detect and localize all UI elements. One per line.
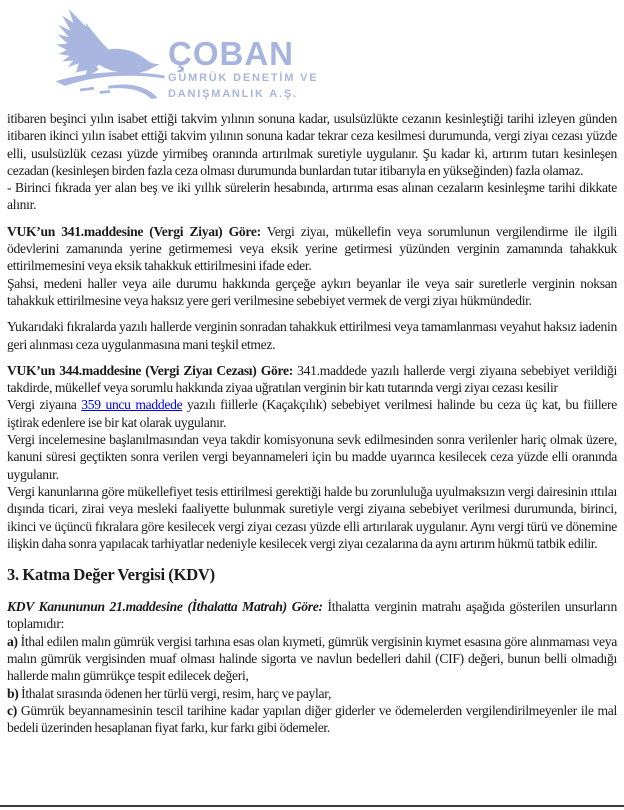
item-b-marker: b): [7, 685, 19, 701]
item-c-text: Gümrük beyannamesinin tescil tarihine kadar yapılan diğer giderler ve ödemelerden vergilendirilmeyenler ile mal bedeli üzerinden hesaplanan fiyat farkı, kur farkı gibi ödemeler.: [7, 702, 617, 736]
company-logo: [0, 0, 624, 104]
paragraph-usulsuzluk-text: itibaren beşinci yılın isabet ettiği takvim yılının sonuna kadar, usulsüzlükte cezanın kesinleştiği tarihi izleyen günden itibaren ikinci yılın isabet ettiği takvim yılının sonuna kadar tekrar ceza kesilmesi durumunda, vergi ziyaı cezası yüzde elli, usulsüzlük cezası yüzde yirmibeş oranında artırılmak suretiyle uygulanır. Şu kadar ki, artırım tutarı kesinleşen cezadan (kesinleşen birden fazla ceza olması durumunda bunlardan tutar itibarıyla en yükseğinden) fazla olamaz.: [7, 111, 617, 178]
kdv-21-item-b: [7, 685, 617, 702]
vuk-344-text: 341.maddede yazılı hallerde vergi ziyaına sebebiyet verildiği takdirde, mükellef veya sorumlu hakkında ziyaa uğratılan verginin bir katı tutarında vergi ziyaı cezası kesilir: [7, 362, 617, 396]
paragraph-birinci-fikra-note: - Birinci fıkrada yer alan beş ve iki yıllık sürelerin hesabında, artırıma esas alınan cezaların kesinleşme tarihi dikkate alınır.: [7, 180, 617, 213]
paragraph-vuk-344: [7, 362, 617, 552]
item-a-text: İthal edilen malın gümrük vergisi tarhına esas olan kıymeti, gümrük vergisinin kıymet esasına göre alınmaması veya malın gümrük vergisinden muaf olması halinde sigorta ve navlun bedelleri dahil (CIF) değeri, bunun belli olmadığı hallerde malın gümrükçe tespit edilecek değeri,: [7, 633, 617, 684]
eagle-icon: [52, 6, 168, 100]
kdv-21-intro: [7, 598, 617, 633]
vuk-344-mukellefiyet: Vergi kanunlarına göre mükellefiyet tesis ettirilmesi gerektiği halde bu zorunluluğa uyulmaksızın vergi dairesinin ıttılaı dışında ticari, zirai veya mesleki faaliyette bulunmak suretiyle vergi ziyaına sebebiyet verilmesi durumunda, birinci, ikinci ve üçüncü fıkralara göre kesilecek vergi ziyaı cezası yüzde elli artırılarak uygulanır. Aynı vergi türü ve dönemine ilişkin daha sonra yapılacak tarhiyatlar nedeniyle kesilecek vergi ziyaı cezalarına da aynı artırım hükmü tatbik edilir.: [7, 483, 617, 551]
paragraph-yukaridaki: Yukarıdaki fıkralarda yazılı hallerde verginin sonradan tahakkuk ettirilmesi veya tamamlanması veyahut haksız iadenin geri alınması ceza uygulanmasına mani teşkil etmez.: [7, 319, 617, 352]
paragraph-vuk-341: [7, 223, 617, 309]
logo-subtitle-line2: DANIŞMANLIK A.Ş.: [168, 87, 298, 100]
paragraph-kdv-21: [7, 598, 617, 736]
vuk-344-incelemesi: Vergi incelemesine başlanılmasından veya takdir komisyonuna sevk edilmesinden sonra verilenler hariç olmak üzere, kanuni süresi geçtikten sonra verilen vergi beyannameleri için bu madde uyarınca kesilecek ceza yüzde elli oranında uygulanır.: [7, 432, 617, 482]
vuk-344-kacakcilik: [7, 396, 617, 431]
vuk-344-line2-pre: Vergi ziyaına: [7, 397, 82, 413]
vuk-341-text2: Şahsi, medeni haller veya aile durumu hakkında gerçeğe aykırı beyanlar ile veya sair suretlerle verginin noksan tahakkuk ettirilmesine veya haksız yere geri verilmesine sebebiyet vermek de vergi ziyaı hükmündedir.: [7, 275, 617, 308]
kdv-21-item-c: [7, 702, 617, 737]
link-359-uncu-maddede[interactable]: 359 uncu maddede: [81, 397, 183, 413]
vuk-344-label: VUK’un 344.maddesine (Vergi Ziyaı Cezası) Göre:: [7, 362, 293, 378]
paragraph-usulsuzluk-artirim: [7, 110, 617, 214]
logo-text-block: [168, 35, 319, 100]
item-a-marker: a): [7, 633, 18, 649]
vuk-344-first: [7, 362, 617, 397]
kdv-21-label: KDV Kanununun 21.maddesine (İthalatta Matrah) Göre:: [7, 599, 323, 615]
item-c-marker: c): [7, 702, 17, 718]
vuk-344-line2-post: yazılı fiillerle (Kaçakçılık) sebebiyet verilmesi halinde bu ceza üç kat, bu fiillere iştirak edenlere ise bir kat olarak uygulanır.: [7, 397, 617, 430]
logo-subtitle-line1: GÜMRÜK DENETİM VE: [168, 72, 319, 84]
logo-brand-text: ÇOBAN: [168, 35, 294, 72]
vuk-341-first: [7, 223, 617, 275]
document-body: [0, 104, 624, 737]
item-b-text: İthalat sırasında ödenen her türlü vergi, resim, harç ve paylar,: [18, 685, 332, 701]
section-heading-kdv: 3. Katma Değer Vergisi (KDV): [7, 565, 215, 585]
vuk-341-label: VUK’un 341.maddesine (Vergi Ziyaı) Göre:: [7, 223, 261, 239]
footer-divider: [0, 805, 624, 807]
kdv-21-text: İthalatta verginin matrahı aşağıda gösterilen unsurların toplamıdır:: [7, 599, 617, 632]
vuk-341-text: Vergi ziyaı, mükellefin veya sorumlunun vergilendirme ile ilgili ödevlerini zamanında yerine getirmemesi veya eksik yerine getirmesi yüzünden verginin zamanında tahakkuk ettirilmemesini veya eksik tahakkuk ettirilmesini ifade eder.: [7, 223, 617, 274]
kdv-21-item-a: [7, 633, 617, 685]
